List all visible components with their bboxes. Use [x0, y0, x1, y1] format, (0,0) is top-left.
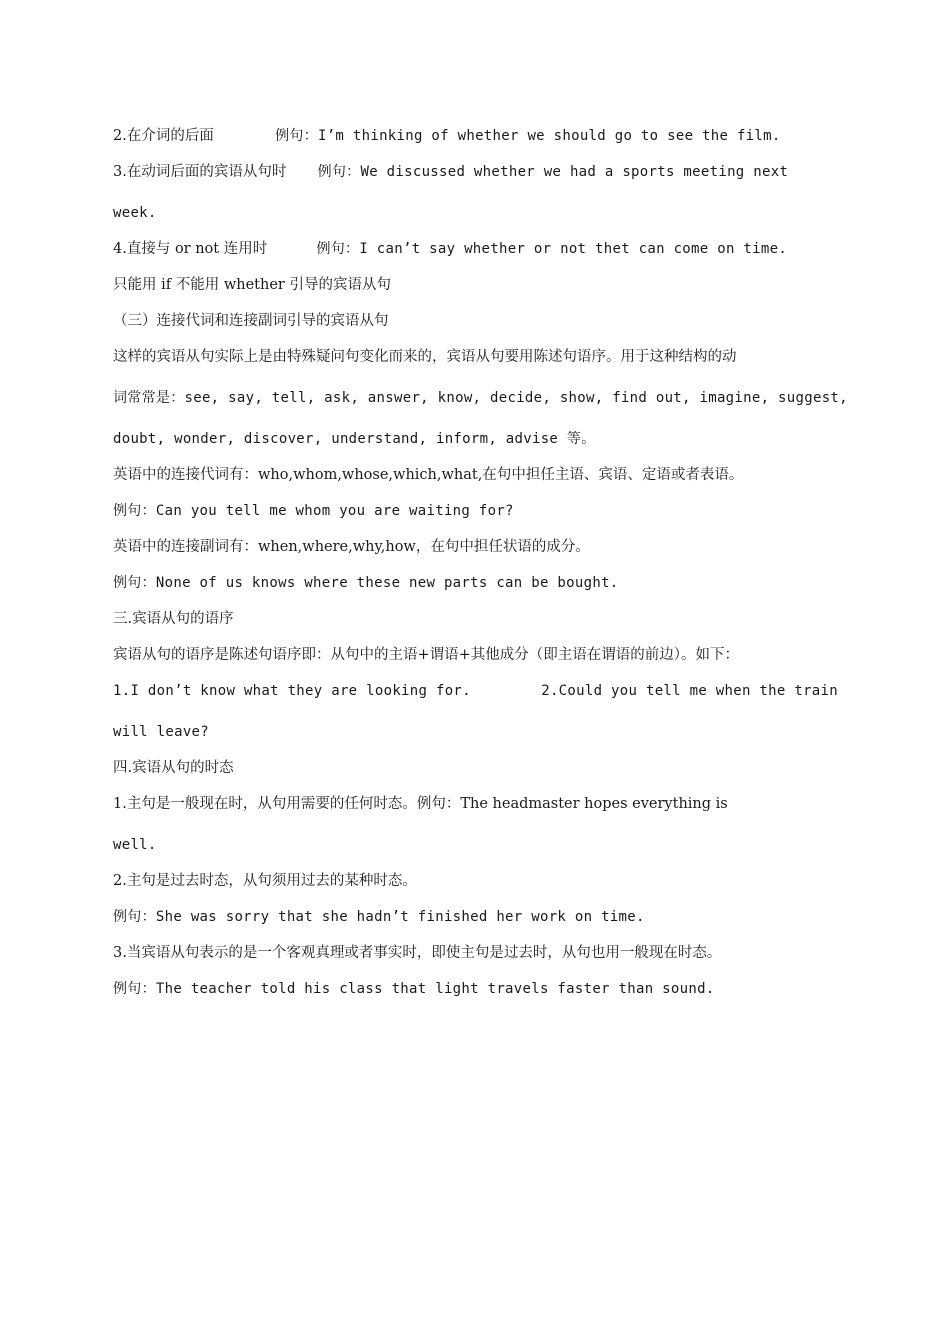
- text-line: [113, 971, 838, 1007]
- paragraph-text: 2.主句是过去时态，从句须用过去的某种时态。: [113, 873, 417, 889]
- section-heading: 三.宾语从句的语序: [113, 611, 234, 627]
- point-heading: 3.在动词后面的宾语从句时: [113, 164, 287, 180]
- example-sentence: 例句：None of us knows where these new parts can be bought.: [113, 575, 619, 591]
- paragraph-text: 词常常是：see, say, tell, ask, answer, know, decide, show, find out, imagine, suggest,: [113, 390, 848, 406]
- example-sentence: 例句：I’m thinking of whether we should go to see the film.: [275, 128, 781, 144]
- example-continuation: week.: [113, 205, 157, 221]
- text-line: [113, 637, 838, 673]
- point-heading: 2.在介词的后面: [113, 128, 214, 144]
- text-line: [113, 421, 838, 457]
- text-line: [113, 673, 838, 714]
- text-line: [113, 863, 838, 899]
- paragraph-text: 只能用 if 不能用 whether 引导的宾语从句: [113, 277, 391, 293]
- section-heading: （三）连接代词和连接副词引导的宾语从句: [113, 313, 389, 329]
- text-line: [113, 457, 838, 493]
- example-sentence: 2.Could you tell me when the train: [541, 683, 838, 699]
- text-line: [113, 565, 838, 601]
- text-line: [113, 786, 838, 827]
- text-line: [113, 339, 838, 380]
- point-heading: 4.直接与 or not 连用时: [113, 241, 268, 257]
- paragraph-text: 英语中的连接代词有：who,whom,whose,which,what,在句中担任主语、宾语、定语或者表语。: [113, 467, 744, 483]
- document-page: [113, 118, 848, 1007]
- text-line: [113, 231, 838, 267]
- text-line: [113, 493, 838, 529]
- example-sentence: 例句：She was sorry that she hadn’t finished her work on time.: [113, 909, 645, 925]
- text-line: [113, 195, 838, 231]
- section-heading: 四.宾语从句的时态: [113, 760, 234, 776]
- text-line: [113, 935, 838, 971]
- text-line: [113, 154, 838, 195]
- example-sentence: 例句：I can’t say whether or not thet can come on time.: [316, 241, 788, 257]
- example-continuation: well.: [113, 837, 157, 853]
- text-line: [113, 267, 838, 303]
- text-line: [113, 601, 838, 637]
- text-line: [113, 380, 848, 421]
- example-sentence: 例句：Can you tell me whom you are waiting for?: [113, 503, 514, 519]
- text-line: [113, 750, 838, 786]
- paragraph-text: 这样的宾语从句实际上是由特殊疑问句变化而来的，宾语从句要用陈述句语序。用于这种结构的动: [113, 349, 737, 365]
- text-line: [113, 303, 838, 339]
- paragraph-text: 宾语从句的语序是陈述句语序即：从句中的主语+谓语+其他成分（即主语在谓语的前边）。如下：: [113, 647, 740, 663]
- paragraph-text: 英语中的连接副词有：when,where,why,how，在句中担任状语的成分。: [113, 539, 590, 555]
- text-line: [113, 899, 838, 935]
- paragraph-text: 3.当宾语从句表示的是一个客观真理或者事实时，即使主句是过去时，从句也用一般现在时态。: [113, 945, 722, 961]
- example-continuation: will leave?: [113, 724, 210, 740]
- paragraph-text: 1.主句是一般现在时，从句用需要的任何时态。例句：The headmaster hopes everything is: [113, 796, 728, 812]
- text-line: [113, 827, 838, 863]
- text-line: [113, 529, 838, 565]
- example-sentence: 例句：The teacher told his class that light travels faster than sound.: [113, 981, 715, 997]
- example-sentence: 例句：We discussed whether we had a sports meeting next: [317, 164, 789, 180]
- paragraph-text: doubt, wonder, discover, understand, inform, advise 等。: [113, 431, 596, 447]
- text-line: [113, 118, 838, 154]
- text-line: [113, 714, 838, 750]
- example-sentence: 1.I don’t know what they are looking for.: [113, 683, 471, 699]
